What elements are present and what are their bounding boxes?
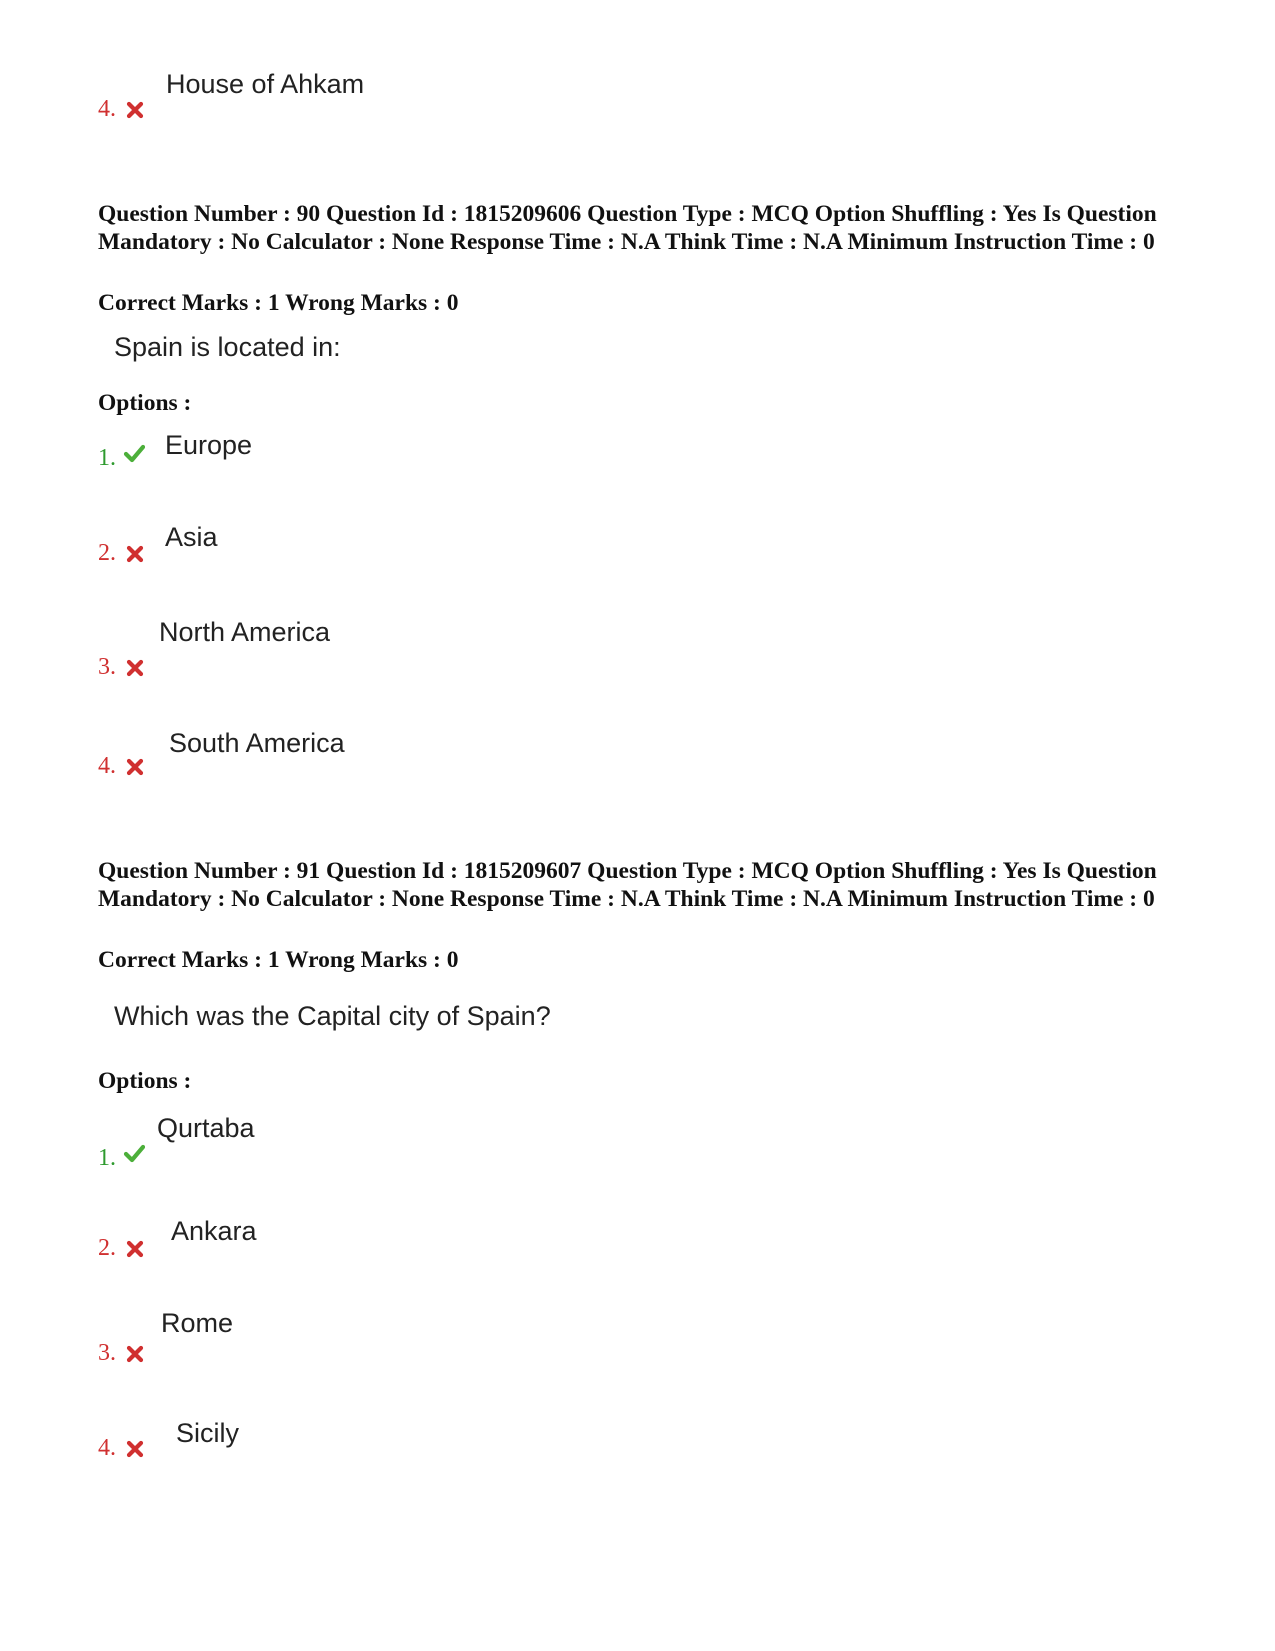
option-text: North America — [159, 617, 331, 647]
option-text: Qurtaba — [157, 1113, 255, 1143]
option-text: Ankara — [171, 1216, 257, 1246]
cross-icon — [124, 657, 146, 679]
question-stem: Which was the Capital city of Spain? — [114, 1001, 551, 1031]
option-number: 3. — [98, 654, 116, 680]
option-number: 4. — [98, 753, 116, 779]
cross-icon — [124, 543, 146, 565]
option-text: Rome — [161, 1308, 234, 1338]
option-text: Asia — [165, 522, 218, 552]
option-text: South America — [169, 728, 345, 758]
options-label: Options : — [98, 1068, 192, 1094]
option-text: Europe — [165, 430, 253, 460]
option-number: 4. — [98, 1435, 116, 1461]
option-text: House of Ahkam — [166, 69, 365, 99]
option-number: 2. — [98, 1235, 116, 1261]
check-icon — [123, 1142, 145, 1164]
cross-icon — [124, 1343, 146, 1365]
question-marks: Correct Marks : 1 Wrong Marks : 0 — [98, 290, 459, 316]
option-number: 4. — [98, 96, 116, 122]
question-meta: Question Number : 90 Question Id : 1815209606 Question Type : MCQ Option Shuffling : Yes Is Question Mandatory : No Calculator : None Response Time : N.A Think Time : N.A Minimum Instruction Time : 0 — [98, 201, 1157, 255]
option-number: 3. — [98, 1340, 116, 1366]
cross-icon — [124, 99, 146, 121]
option-number: 1. — [98, 1145, 116, 1171]
option-text: Sicily — [176, 1418, 240, 1448]
question-marks: Correct Marks : 1 Wrong Marks : 0 — [98, 947, 459, 973]
cross-icon — [124, 1238, 146, 1260]
option-number: 1. — [98, 445, 116, 471]
question-stem: Spain is located in: — [114, 332, 341, 362]
option-number: 2. — [98, 540, 116, 566]
options-label: Options : — [98, 390, 192, 416]
cross-icon — [124, 756, 146, 778]
question-meta: Question Number : 91 Question Id : 1815209607 Question Type : MCQ Option Shuffling : Yes Is Question Mandatory : No Calculator : None Response Time : N.A Think Time : N.A Minimum Instruction Time : 0 — [98, 858, 1157, 912]
check-icon — [123, 442, 145, 464]
cross-icon — [124, 1438, 146, 1460]
